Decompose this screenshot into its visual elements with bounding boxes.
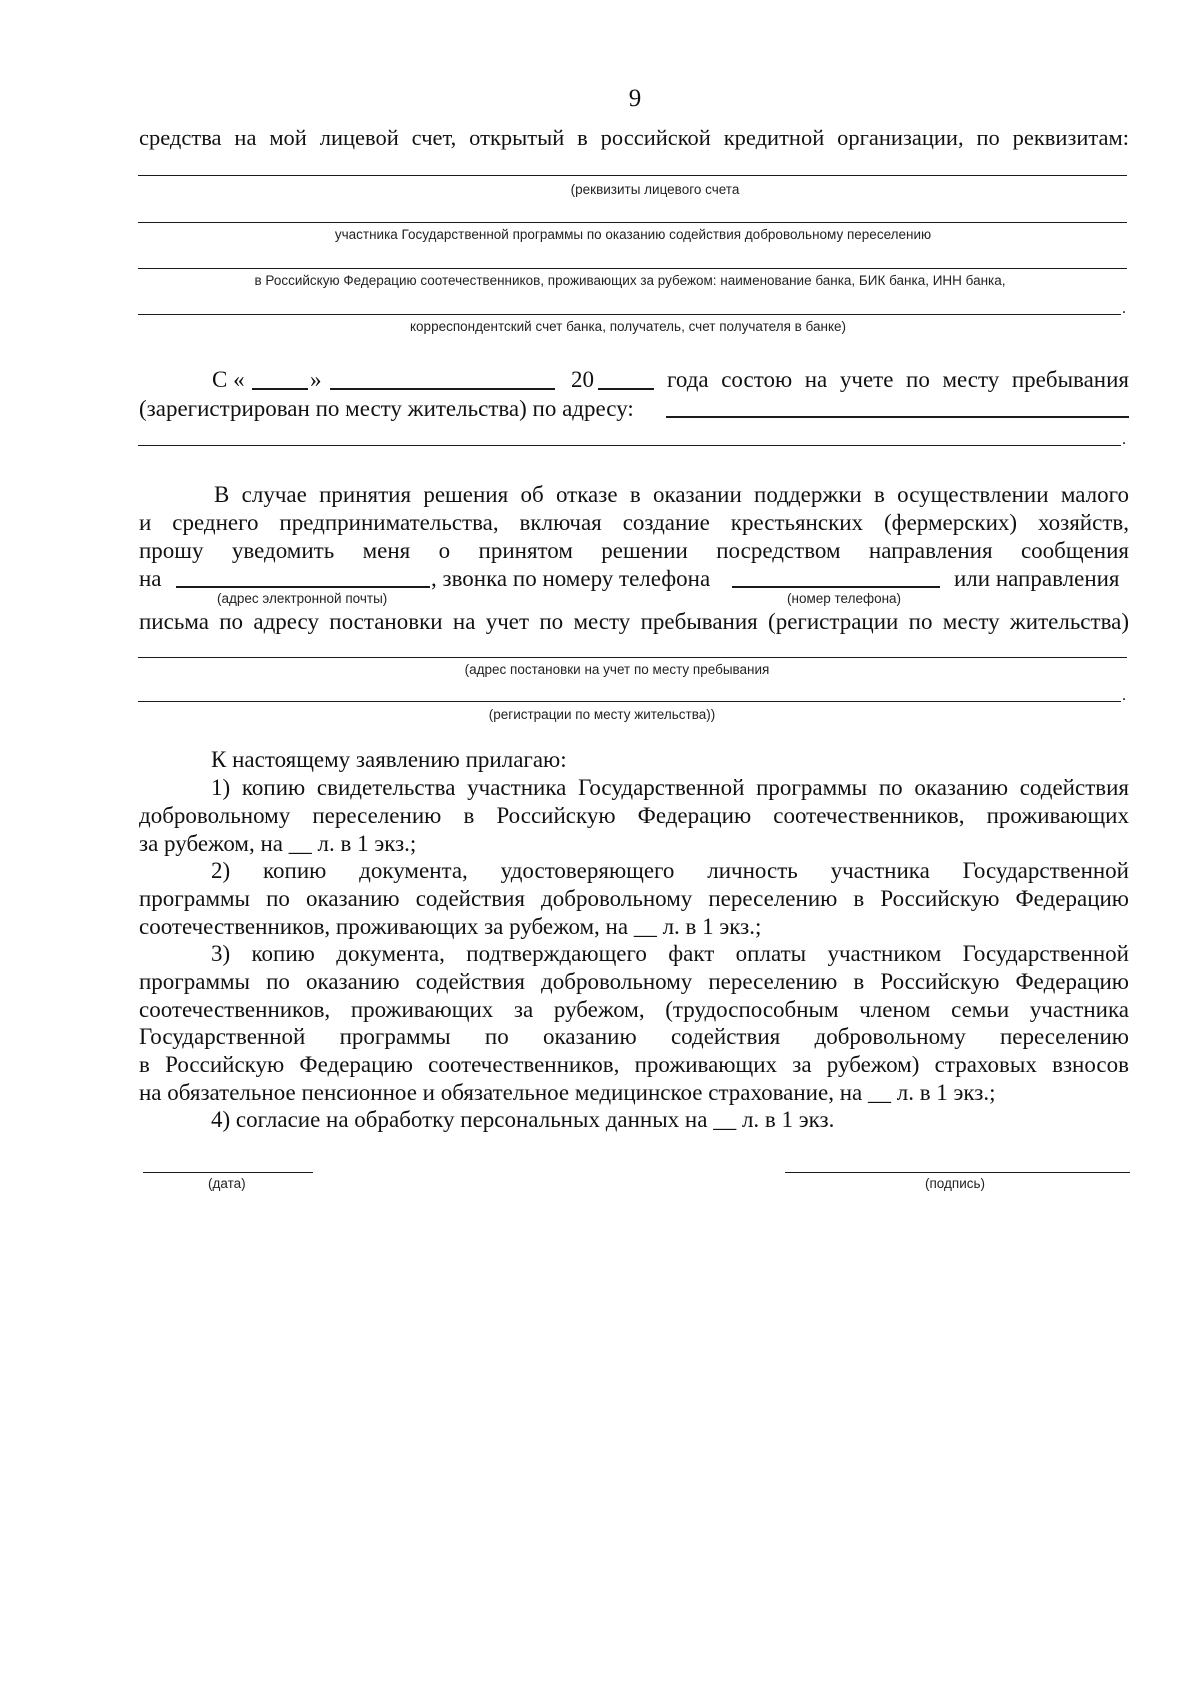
address-blank-1 (666, 416, 1129, 418)
page-number: 9 (628, 85, 642, 112)
date-line (143, 1172, 313, 1173)
notification-line-3: прошу уведомить меня о принятом решении посредством направления сообщения (139, 538, 1129, 563)
attachments-intro: К настоящему заявлению прилагаю: (211, 747, 567, 772)
period-mark: . (1122, 687, 1126, 704)
year-prefix: 20 (571, 367, 594, 392)
registration-line-2: (зарегистрирован по месту жительства) по адресу: (139, 396, 634, 421)
account-details-line-3 (138, 268, 1127, 269)
attachment-2-line-2: программы по оказанию содействия добровольному переселению в Российскую Федерацию (139, 886, 1129, 911)
phone-blank (732, 586, 940, 588)
account-caption-3: в Российскую Федерацию соотечественников, проживающих за рубежом: наименование банка, БИК банка, ИНН банка, (254, 273, 1006, 288)
stay-address-caption-1: (адрес постановки на учет по месту пребывания (464, 662, 770, 677)
attachment-3-line-3: соотечественников, проживающих за рубежом, (трудоспособным членом семьи участника (139, 997, 1129, 1022)
account-caption-1: (реквизиты лицевого счета (570, 182, 740, 197)
notification-line-1: В случае принятия решения об отказе в оказании поддержки в осуществлении малого (214, 482, 1129, 507)
date-caption: (дата) (208, 1176, 246, 1191)
na-label: на (139, 566, 162, 591)
attachment-1-line-1: 1) копию свидетельства участника Государственной программы по оказанию содействия (211, 775, 1129, 800)
period-mark: . (1122, 431, 1126, 448)
since-close: » (310, 367, 322, 392)
month-blank (330, 388, 555, 390)
account-details-line-1 (138, 175, 1127, 176)
attachment-3-line-4: Государственной программы по оказанию содействия добровольному переселению (139, 1024, 1129, 1049)
account-caption-2: участника Государственной программы по оказанию содействия добровольному переселению (334, 227, 932, 242)
or-send-label: или направления (954, 566, 1120, 591)
attachment-2-line-3: соотечественников, проживающих за рубежом, на __ л. в 1 экз.; (139, 914, 762, 939)
attachment-3-line-1: 3) копию документа, подтверждающего факт оплаты участником Государственной (211, 941, 1129, 966)
notification-line-2: и среднего предпринимательства, включая создание крестьянских (фермерских) хозяйств, (139, 510, 1129, 535)
attachment-2-line-1: 2) копию документа, удостоверяющего личность участника Государственной (211, 858, 1129, 883)
year-blank (598, 388, 654, 390)
attachment-4: 4) согласие на обработку персональных данных на __ л. в 1 экз. (211, 1107, 835, 1132)
account-details-line-4 (138, 314, 1121, 315)
email-blank (176, 586, 430, 588)
stay-address-caption-2: (регистрации по месту жительства)) (488, 707, 716, 722)
stay-address-line-2 (138, 701, 1121, 702)
account-details-line-2 (138, 222, 1127, 223)
stay-address-line-1 (138, 657, 1127, 658)
attachment-1-line-3: за рубежом, на __ л. в 1 экз.; (139, 831, 417, 856)
attachment-3-line-5: в Российскую Федерацию соотечественников, проживающих за рубежом) страховых взносов (139, 1052, 1129, 1077)
attachment-1-line-2: добровольному переселению в Российскую Федерацию соотечественников, проживающих (139, 803, 1129, 828)
attachment-3-line-2: программы по оказанию содействия добровольному переселению в Российскую Федерацию (139, 969, 1129, 994)
phone-label: , звонка по номеру телефона (431, 566, 711, 591)
notification-line-5: письма по адресу постановки на учет по месту пребывания (регистрации по месту жительства) (139, 609, 1129, 634)
account-caption-4: корреспондентский счет банка, получатель, счет получателя в банке) (409, 319, 847, 334)
bank-details-intro: средства на мой лицевой счет, открытый в российской кредитной организации, по реквизитам: (139, 125, 1129, 150)
attachment-3-line-6: на обязательное пенсионное и обязательное медицинское страхование, на __ л. в 1 экз.; (139, 1080, 996, 1105)
signature-caption: (подпись) (925, 1176, 986, 1191)
address-blank-2 (138, 445, 1121, 446)
period-mark: . (1122, 300, 1126, 317)
email-caption: (адрес электронной почты) (217, 591, 388, 606)
signature-line (785, 1172, 1130, 1173)
phone-caption: (номер телефона) (787, 591, 902, 606)
day-blank (252, 388, 308, 390)
since-prefix: С « (212, 367, 245, 392)
registration-line-1: года состою на учете по месту пребывания (667, 367, 1129, 392)
